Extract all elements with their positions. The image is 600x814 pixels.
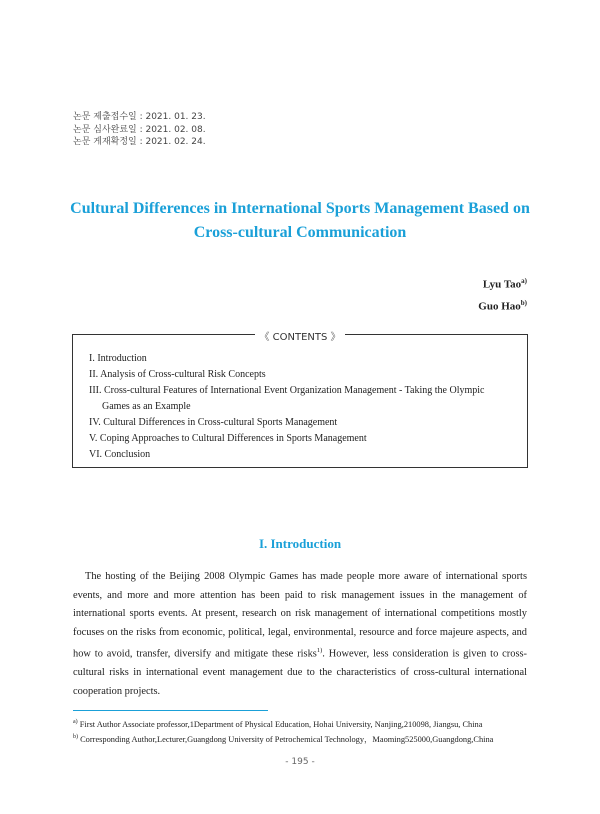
contents-item: II. Analysis of Cross-cultural Risk Concepts <box>89 369 266 380</box>
author-1-mark: a) <box>521 277 527 285</box>
title-line-2: Cross-cultural Communication <box>193 224 407 241</box>
author-list <box>478 272 527 315</box>
footnote-b <box>73 731 493 746</box>
footnote-b-text: Corresponding Author,Lecturer,Guangdong University of Petrochemical Technology，Maoming525000,Guangdong,China <box>78 734 494 744</box>
contents-heading: 《 CONTENTS 》 <box>255 332 344 343</box>
author-1-name: Lyu Tao <box>482 278 522 291</box>
footnote-a-text: First Author Associate professor,1Department of Physical Education, Hohai University, Nanjing,210098, Jiangsu, China <box>77 719 483 729</box>
page-number: - 195 - <box>285 757 315 767</box>
footnote-divider <box>73 710 268 711</box>
body-paragraph <box>73 568 527 702</box>
section-heading: I. Introduction <box>258 536 342 551</box>
paragraph-text-a: The hosting of the Beijing 2008 Olympic Games has made people more aware of international sports events, and more and more attention has been paid to risk management issues in the management of international sports events. At present, research on risk management of international competitions mostly focuses on the risks from economic, political, legal, environmental, resource and force majeure aspects, and how to avoid, transfer, diversify and mitigate these risks <box>73 571 527 660</box>
paragraph-1 <box>73 568 527 702</box>
footnotes <box>73 716 493 746</box>
author-2-name: Guo Hao <box>478 300 521 313</box>
paragraph-text-b: . However, less consideration is given to cross-cultural risks in international event management due to the characteristics of cross-cultural international cooperation projects. <box>73 648 527 698</box>
footnote-b-mark: b) <box>73 733 78 740</box>
author-1 <box>478 272 527 294</box>
contents-item: III. Cross-cultural Features of International Event Organization Management - Taking the Olympic <box>89 385 485 396</box>
contents-item: V. Coping Approaches to Cultural Differences in Sports Management <box>89 433 367 444</box>
date-reviewed: 논문 심사완료일 : 2021. 02. 08. <box>73 124 206 135</box>
contents-box <box>72 334 528 468</box>
contents-item: I. Introduction <box>89 353 147 364</box>
footnote-a <box>73 716 493 731</box>
title-line-1: Cultural Differences in International Sports Management Based on <box>70 200 530 217</box>
contents-item: IV. Cultural Differences in Cross-cultural Sports Management <box>89 417 338 428</box>
footnote-a-mark: a) <box>73 719 78 725</box>
author-2-mark: b) <box>520 298 527 307</box>
contents-item-continuation: Games as an Example <box>102 401 191 412</box>
submission-dates <box>73 111 206 149</box>
paper-title <box>60 197 540 245</box>
date-accepted: 논문 게재확정일 : 2021. 02. 24. <box>73 137 206 147</box>
contents-item: VI. Conclusion <box>89 449 151 460</box>
contents-heading-wrap <box>73 327 527 345</box>
reference-marker: 1) <box>316 647 323 655</box>
author-2 <box>478 294 527 316</box>
date-received: 논문 제출접수일 : 2021. 01. 23. <box>73 112 206 122</box>
contents-list <box>89 351 513 463</box>
